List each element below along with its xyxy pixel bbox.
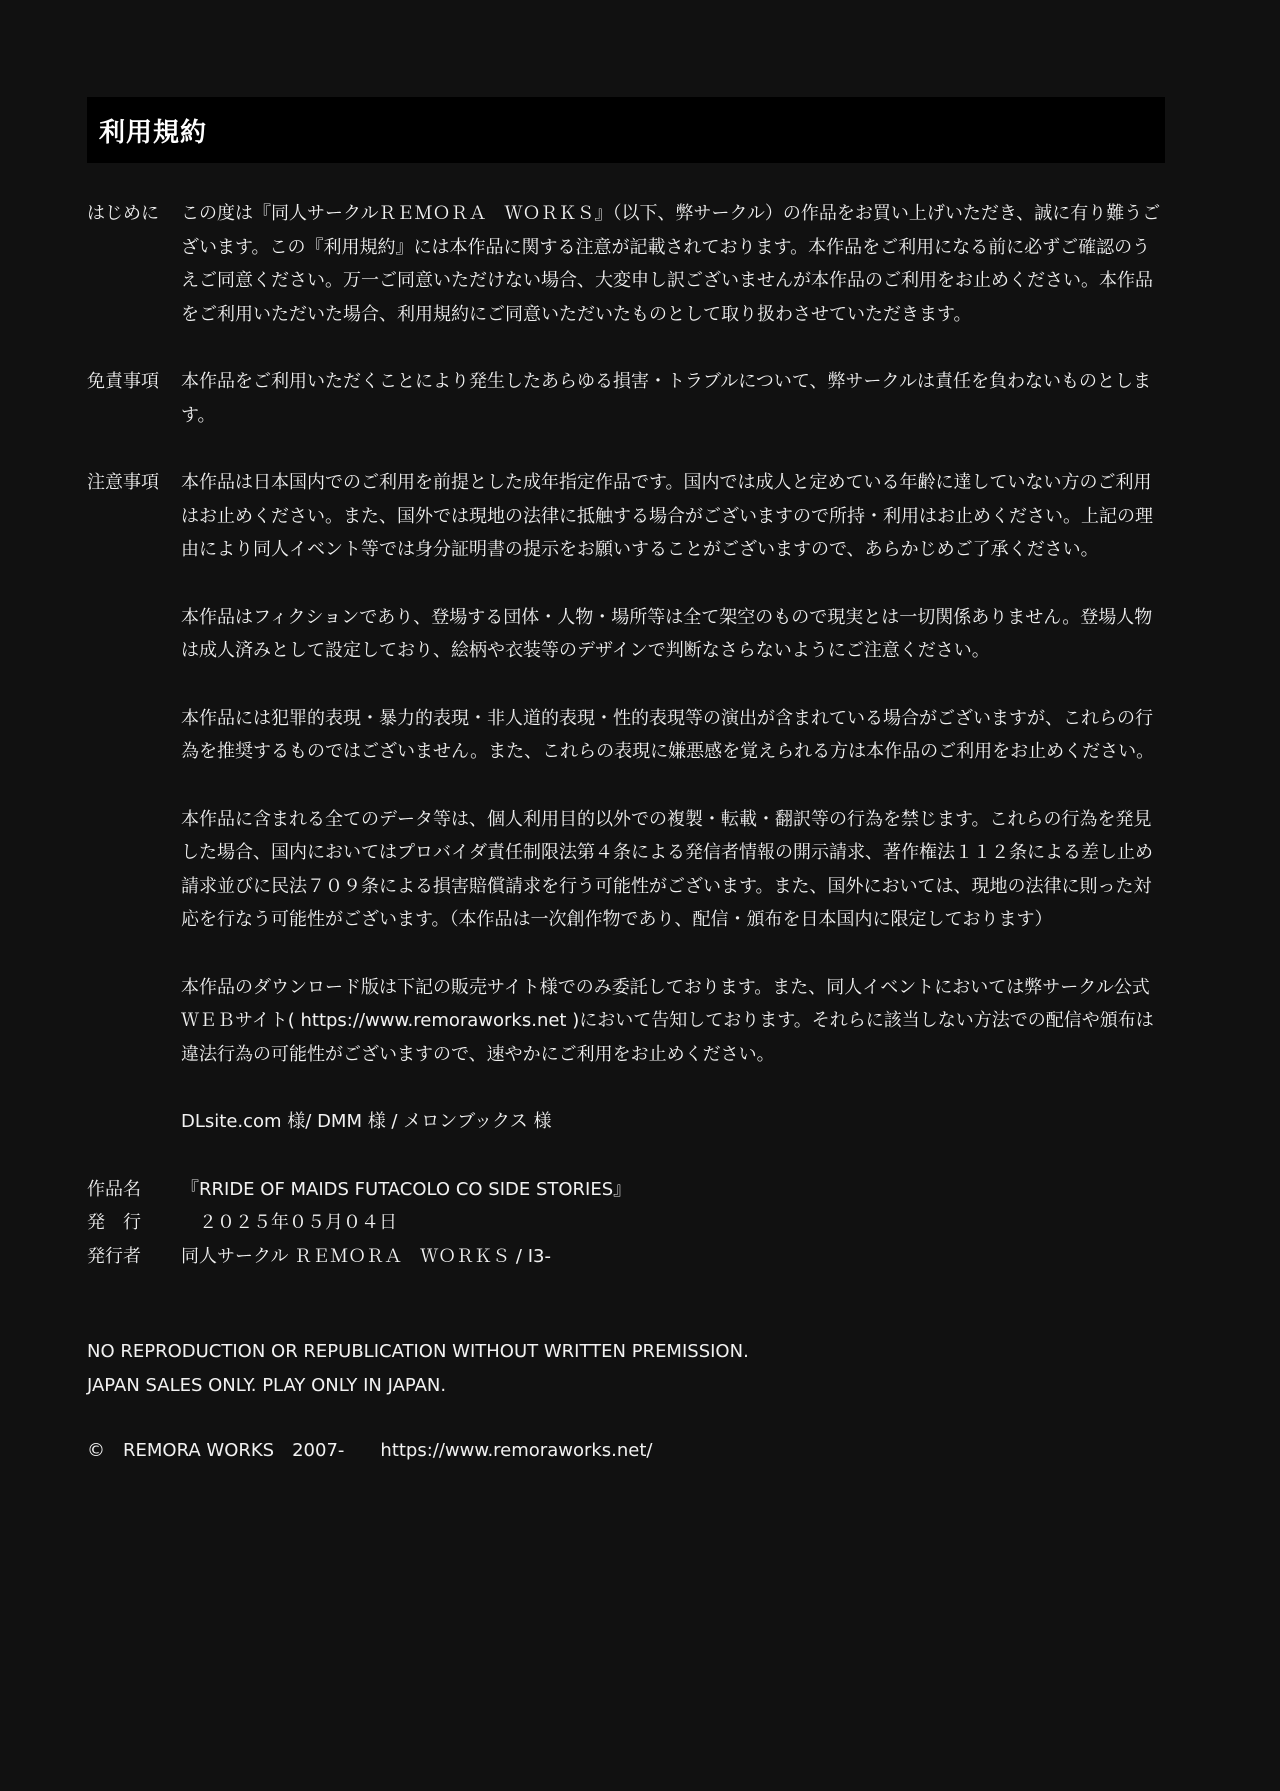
meta-label: 発 行 — [87, 1212, 141, 1233]
meta-label: 発行者 — [87, 1245, 141, 1267]
notice-line: JAPAN SALES ONLY. PLAY ONLY IN JAPAN. — [87, 1374, 447, 1396]
notice-line: NO REPRODUCTION OR REPUBLICATION WITHOUT WRITTEN PREMISSION. — [87, 1341, 749, 1362]
section-label: 免責事項 — [87, 371, 159, 392]
meta-row-date — [87, 1206, 1165, 1240]
meta-value: ２０２５年０５月０４日 — [181, 1212, 397, 1233]
paragraph: この度は『同人サークルＲＥＭＯＲＡ ＷＯＲＫＳ』（以下、弊サークル）の作品をお買い上げいただき、誠に有り難うございます。この『利用規約』には本作品に関する注意が記載されております。本作品をご利用になる前に必ずご確認のうえご同意ください。万一ご同意いただけない場合、大変申し訳ございませんが本作品のご利用をお止めください。本作品をご利用いただいた場合、利用規約にご同意いただいたものとして取り扱わさせていただきます。 — [181, 203, 1161, 325]
section-body — [181, 365, 1165, 432]
section-label: 注意事項 — [87, 472, 159, 493]
paragraph: 本作品に含まれる全てのデータ等は、個人利用目的以外での複製・転載・翻訳等の行為を禁じます。これらの行為を発見した場合、国内においてはプロバイダ責任制限法第４条による発信者情報の開示請求、著作権法１１２条による差し止め請求並びに民法７０９条による損害賠償請求を行う可能性がございます。また、国外においては、現地の法律に則った対応を行なう可能性がございます。（本作品は一次創作物であり、配信・頒布を日本国内に限定しております） — [181, 808, 1153, 930]
paragraph: 本作品のダウンロード版は下記の販売サイト様でのみ委託しております。また、同人イベントにおいては弊サークル公式ＷＥＢサイト( https://www.remoraworks.net )において告知しております。それらに該当しない方法での配信や頒布は違法行為の可能性がございますので、速やかにご利用をお止めください。 — [181, 976, 1154, 1065]
title-bar — [87, 97, 1165, 163]
publication-info — [87, 1173, 1165, 1274]
meta-row-title — [87, 1173, 1165, 1207]
page-title: 利用規約 — [99, 117, 208, 148]
terms-sections — [87, 197, 1165, 1139]
paragraph: 本作品をご利用いただくことにより発生したあらゆる損害・トラブルについて、弊サークルは責任を負わないものとします。 — [181, 371, 1152, 426]
meta-label: 作品名 — [87, 1178, 141, 1200]
copyright-text: © REMORA WORKS 2007- — [87, 1440, 345, 1461]
meta-value: 『RRIDE OF MAIDS FUTACOLO CO SIDE STORIES』 — [181, 1178, 632, 1200]
section-body — [181, 197, 1165, 331]
copyright-line — [87, 1434, 1165, 1468]
section-introduction — [87, 197, 1165, 331]
website-link[interactable]: https://www.remoraworks.net/ — [380, 1440, 653, 1461]
legal-notice — [87, 1335, 1165, 1402]
terms-page — [87, 97, 1165, 1468]
distributor-list: DLsite.com 様/ DMM 様 / メロンブックス 様 — [181, 1111, 552, 1132]
meta-row-publisher — [87, 1240, 1165, 1274]
paragraph: 本作品は日本国内でのご利用を前提とした成年指定作品です。国内では成人と定めている年齢に達していない方のご利用はお止めください。また、国外では現地の法律に抵触する場合がございますので所持・利用はお止めください。上記の理由により同人イベント等では身分証明書の提示をお願いすることがございますので、あらかじめご了承ください。 — [181, 472, 1153, 560]
section-notes — [87, 466, 1165, 1139]
paragraph: 本作品には犯罪的表現・暴力的表現・非人道的表現・性的表現等の演出が含まれている場合がございますが、これらの行為を推奨するものではございません。また、これらの表現に嫌悪感を覚えられる方は本作品のご利用をお止めください。 — [181, 707, 1155, 762]
meta-value: 同人サークル ＲＥＭＯＲＡ ＷＯＲＫＳ / I3- — [181, 1245, 551, 1267]
section-body — [181, 466, 1165, 1139]
paragraph: 本作品はフィクションであり、登場する団体・人物・場所等は全て架空のもので現実とは一切関係ありません。登場人物は成人済みとして設定しており、絵柄や衣装等のデザインで判断なさらないようにご注意ください。 — [181, 606, 1153, 661]
section-label: はじめに — [87, 203, 159, 224]
section-disclaimer — [87, 365, 1165, 432]
